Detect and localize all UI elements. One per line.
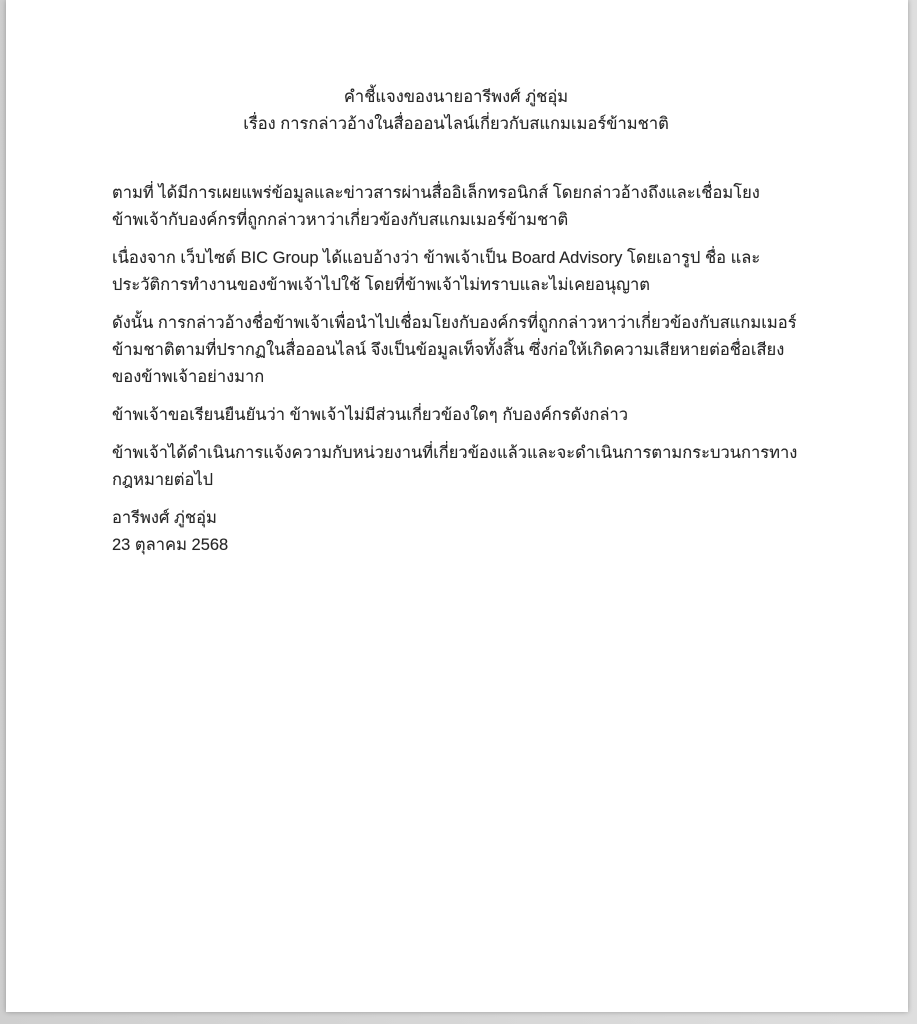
document-page: [6, 0, 908, 1012]
paragraph-3: ดังนั้น การกล่าวอ้างชื่อข้าพเจ้าเพื่อนำไปเชื่อมโยงกับองค์กรที่ถูกกล่าวหาว่าเกี่ยวข้องกับสแกมเมอร์ข้ามชาติตามที่ปรากฏในสื่อออนไลน์ จึงเป็นข้อมูลเท็จทั้งสิ้น ซึ่งก่อให้เกิดความเสียหายต่อชื่อเสียงของข้าพเจ้าอย่างมาก: [112, 314, 797, 386]
document-title: [112, 84, 800, 138]
title-line-2-subject: เรื่อง การกล่าวอ้างในสื่อออนไลน์เกี่ยวกับสแกมเมอร์ข้ามชาติ: [243, 115, 669, 133]
signature-date: 23 ตุลาคม 2568: [112, 536, 229, 554]
paragraph-1: ตามที่ ได้มีการเผยแพร่ข้อมูลและข่าวสารผ่านสื่ออิเล็กทรอนิกส์ โดยกล่าวอ้างถึงและเชื่อมโยงข้าพเจ้ากับองค์กรที่ถูกกล่าวหาว่าเกี่ยวข้องกับสแกมเมอร์ข้ามชาติ: [112, 184, 760, 229]
paragraph-5: ข้าพเจ้าได้ดำเนินการแจ้งความกับหน่วยงานที่เกี่ยวข้องแล้วและจะดำเนินการตามกระบวนการทางกฎหมายต่อไป: [112, 444, 798, 489]
signature-name: อารีพงศ์ ภู่ชอุ่ม: [112, 509, 217, 527]
document-content: [112, 84, 800, 559]
paragraph-4: ข้าพเจ้าขอเรียนยืนยันว่า ข้าพเจ้าไม่มีส่วนเกี่ยวข้องใดๆ กับองค์กรดังกล่าว: [112, 406, 629, 424]
paragraph-2: เนื่องจาก เว็บไซต์ BIC Group ได้แอบอ้างว่า ข้าพเจ้าเป็น Board Advisory โดยเอารูป ชื่อ และประวัติการทำงานของข้าพเจ้าไปใช้ โดยที่ข้าพเจ้าไม่ทราบและไม่เคยอนุญาต: [112, 249, 761, 294]
title-line-1: คำชี้แจงของนายอารีพงศ์ ภู่ชอุ่ม: [343, 88, 569, 106]
signature-block: [112, 505, 800, 559]
